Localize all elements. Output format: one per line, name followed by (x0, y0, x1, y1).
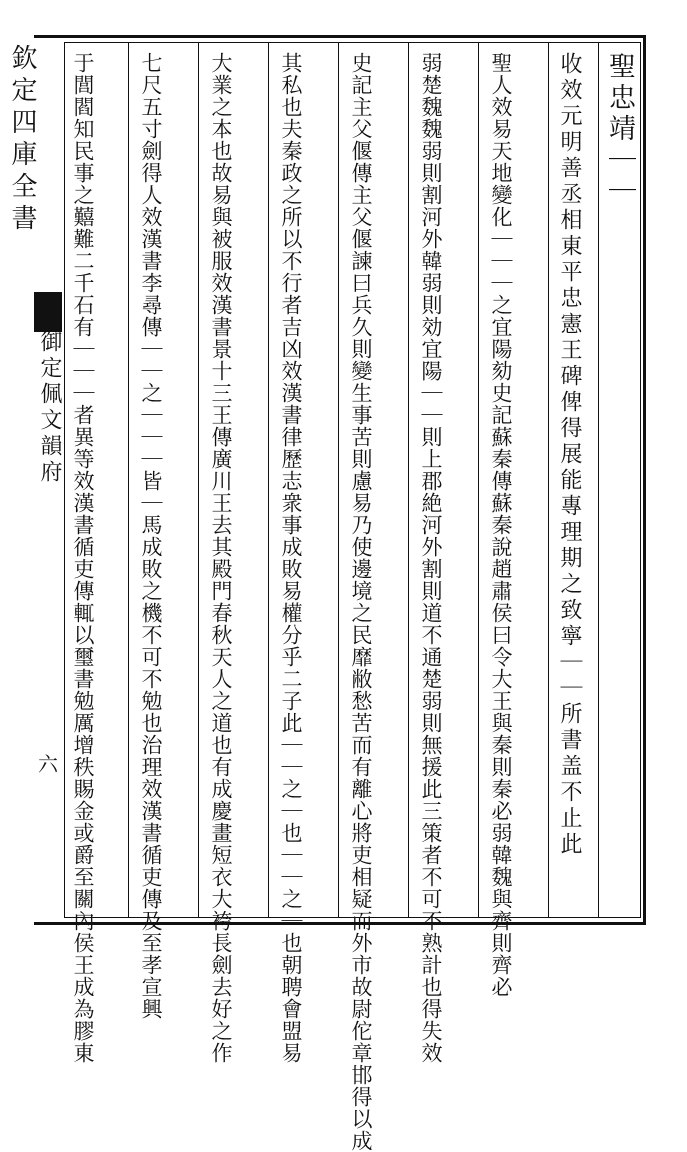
column-rule (198, 43, 199, 917)
sub-title: 御定佩文韻府 (37, 330, 62, 486)
text-column-2: 收效元明善丞相東平忠憲王碑俾得展能專理期之致寧｜｜所書盖不止此 (557, 52, 582, 858)
column-rule (338, 43, 339, 917)
column-rule (548, 43, 549, 917)
column-rule (128, 43, 129, 917)
column-rule (598, 43, 599, 917)
text-column-6: 其私也夫秦政之所以不行者吉凶效漢書律歷志衆事成敗易權分乎二子此｜｜之｜也｜｜之｜也朝聘會盟易 (279, 52, 303, 1064)
text-column-1: 聖忠靖｜｜ (604, 52, 635, 207)
text-column-9: 于閭閻知民事之囏難二千石有｜｜｜者異等效漢書循吏傳輒以璽書勉厲增秩賜金或爵至關內侯王成為膠東 (71, 52, 95, 1064)
column-rule (268, 43, 269, 917)
text-column-8: 七尺五寸劍得人效漢書李尋傳｜｜之｜｜｜皆｜馬成敗之機不可不勉也治理效漢書循吏傳及至孝宣興 (139, 52, 163, 1020)
page-number: 六 (38, 752, 58, 776)
column-rule (408, 43, 409, 917)
text-column-7: 大業之本也故易與被服效漢書景十三王傳廣川王去其殿門春秋天人之道也有成慶畫短衣大袴長劍去好之作 (209, 52, 233, 1064)
text-column-5: 史記主父偃傳主父偃諫曰兵久則變生事苦則慮易乃使邊境之民靡敝愁苦而有離心將吏相疑而外市故尉佗章邯得以成 (349, 52, 373, 1152)
fishtail-mark (34, 292, 62, 332)
text-column-3: 聖人效易天地變化｜｜｜之宜陽劾史記蘇秦傳蘇秦說趙肅侯曰令大王與秦則秦必弱韓魏與齊則齊必 (489, 52, 513, 998)
text-column-4: 弱楚魏魏弱則割河外韓弱則効宜陽｜｜則上郡絶河外割則道不通楚弱則無援此三策者不可不熟計也得失效 (419, 52, 443, 1064)
book-title: 欽定四庫全書 (7, 44, 37, 236)
column-rule (478, 43, 479, 917)
